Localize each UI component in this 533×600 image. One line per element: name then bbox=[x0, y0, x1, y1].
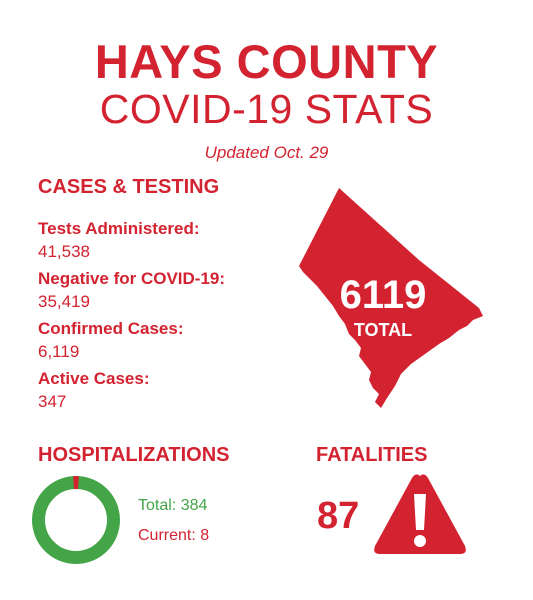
stat-value: 347 bbox=[38, 392, 67, 411]
warning-icon bbox=[372, 472, 468, 556]
stat-tests bbox=[38, 218, 225, 264]
hospitalizations-current: Current: 8 bbox=[138, 527, 210, 544]
cases-stat-list bbox=[38, 218, 225, 418]
page-subtitle: COVID-19 STATS bbox=[99, 86, 434, 132]
total-cases-label: TOTAL bbox=[353, 320, 413, 340]
stat-confirmed bbox=[38, 318, 225, 364]
stat-label: Tests Administered: bbox=[38, 219, 200, 238]
stat-active bbox=[38, 368, 225, 414]
cases-testing-heading: CASES & TESTING bbox=[38, 176, 220, 198]
page-title: HAYS COUNTY bbox=[94, 35, 439, 88]
stat-label: Negative for COVID-19: bbox=[38, 269, 226, 288]
donut-total-ring bbox=[39, 483, 114, 558]
stat-label: Active Cases: bbox=[38, 369, 150, 388]
stat-label: Confirmed Cases: bbox=[38, 319, 184, 338]
total-cases-number: 6119 bbox=[339, 273, 427, 317]
updated-date: Updated Oct. 29 bbox=[204, 143, 329, 162]
stat-value: 6,119 bbox=[38, 342, 80, 361]
fatalities-count: 87 bbox=[317, 495, 360, 537]
hospitalizations-donut bbox=[30, 474, 122, 566]
county-map-icon bbox=[299, 188, 484, 410]
stat-value: 41,538 bbox=[38, 242, 90, 261]
stat-value: 35,419 bbox=[38, 292, 90, 311]
hospitalizations-total: Total: 384 bbox=[138, 497, 208, 514]
hospitalizations-heading: HOSPITALIZATIONS bbox=[38, 444, 230, 466]
fatalities-heading: FATALITIES bbox=[316, 444, 428, 466]
stat-negative bbox=[38, 268, 225, 314]
